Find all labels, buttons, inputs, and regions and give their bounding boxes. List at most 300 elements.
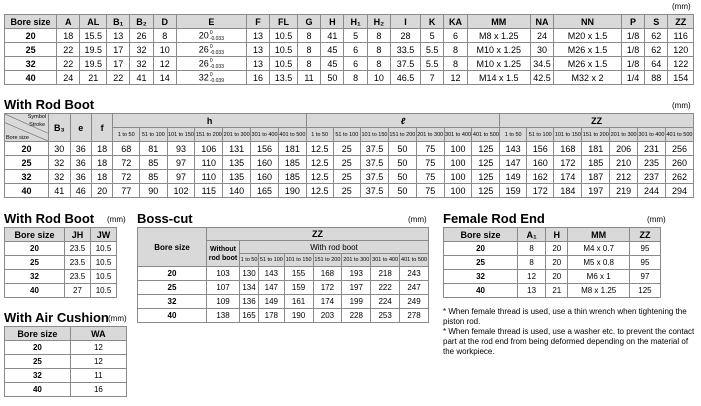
table-cell: 178 — [259, 309, 285, 323]
bore-size-cell: 20 — [5, 29, 57, 43]
table-cell: 41 — [49, 184, 71, 198]
table-cell: 18 — [91, 142, 112, 156]
table-cell: 75 — [416, 142, 444, 156]
table-cell: 185 — [278, 170, 306, 184]
table-cell: 160 — [251, 156, 279, 170]
table-cell: 185 — [582, 156, 610, 170]
table-cell: 97 — [167, 170, 195, 184]
table-cell: 25 — [333, 170, 360, 184]
bore-size-cell: 32 — [5, 369, 71, 383]
table-cell: 45 — [321, 43, 344, 57]
table-cell: 125 — [472, 170, 500, 184]
table-cell: 102 — [167, 184, 195, 198]
table-cell: 72 — [113, 156, 140, 170]
table-cell: 260 — [665, 156, 693, 170]
bore-size-cell: 32 — [5, 270, 65, 284]
table-cell: 174 — [554, 170, 582, 184]
e-dimension-cell — [176, 57, 246, 71]
table-cell: 12 — [70, 355, 126, 369]
table-cell: 15.5 — [80, 29, 107, 43]
e-tol-bottom: -0.033 — [209, 63, 224, 70]
table-cell: 10.5 — [270, 43, 298, 57]
table-row — [5, 270, 117, 284]
table-cell: 8 — [444, 43, 467, 57]
table-cell: 85 — [140, 170, 167, 184]
stroke-range-header: 401 to 500 — [472, 128, 500, 142]
table-cell: 95 — [629, 242, 660, 256]
corner-stroke-label: Stroke — [29, 122, 46, 128]
bore-size-cell: 40 — [444, 284, 518, 298]
table-cell: 12 — [518, 270, 546, 284]
table-cell: 135 — [223, 156, 251, 170]
rod-boot-small-title: With Rod Boot — [4, 211, 95, 226]
table-cell: 8 — [518, 256, 546, 270]
table-cell: 97 — [167, 156, 195, 170]
table-cell: 184 — [554, 184, 582, 198]
bore-size-cell: 20 — [138, 267, 207, 281]
table-cell: 149 — [500, 170, 527, 184]
table-cell: 103 — [207, 267, 240, 281]
table-cell: 122 — [668, 57, 694, 71]
table-cell: 181 — [278, 142, 306, 156]
table-cell: 32 — [49, 170, 71, 184]
table-cell: 1/4 — [621, 71, 644, 85]
table-cell: 5.5 — [421, 43, 444, 57]
main-col-header: AL — [80, 15, 107, 29]
table-cell: 5.5 — [421, 57, 444, 71]
table-cell: M5 x 0.8 — [568, 256, 630, 270]
table-cell: 219 — [610, 184, 638, 198]
table-cell: 172 — [313, 281, 342, 295]
main-col-header: B₂ — [130, 15, 153, 29]
female-rod-title: Female Rod End — [443, 211, 545, 226]
table-cell: 13 — [246, 43, 269, 57]
table-cell: 24 — [530, 29, 553, 43]
table-cell: 156 — [527, 142, 554, 156]
e-tol-top: 0 — [209, 71, 213, 78]
main-col-header: H₁ — [344, 15, 367, 29]
table-cell: 160 — [527, 156, 554, 170]
table-cell: 32 — [130, 57, 153, 71]
table-cell: 68 — [113, 142, 140, 156]
rod-boot-small-col-header: JH — [64, 228, 90, 242]
rod-boot-corner-header — [5, 114, 49, 142]
table-cell: 13 — [107, 29, 130, 43]
table-cell: 12 — [444, 71, 467, 85]
table-cell: 110 — [195, 170, 223, 184]
table-cell: 97 — [629, 270, 660, 284]
table-cell: M8 x 1.25 — [467, 29, 530, 43]
rod-boot-table — [4, 113, 694, 198]
table-row — [5, 156, 694, 170]
table-cell: 125 — [629, 284, 660, 298]
table-cell: 278 — [400, 309, 429, 323]
rod-boot-small-col-header: JW — [90, 228, 116, 242]
table-cell: 8 — [367, 29, 390, 43]
table-cell: 34.5 — [530, 57, 553, 71]
dimension-table — [4, 14, 694, 85]
main-col-header: A — [57, 15, 80, 29]
table-row — [5, 29, 694, 43]
table-cell: 11 — [70, 369, 126, 383]
e-base-value: 32 — [198, 71, 209, 82]
table-cell: 199 — [342, 295, 371, 309]
table-cell: 20 — [546, 256, 568, 270]
stroke-range-header: 151 to 200 — [388, 128, 416, 142]
table-cell: 16 — [70, 383, 126, 397]
bore-size-cell: 32 — [5, 57, 57, 71]
boss-cut-title: Boss-cut — [137, 211, 193, 226]
main-col-header: Bore size — [5, 15, 57, 29]
table-cell: 165 — [240, 309, 259, 323]
table-cell: 62 — [645, 43, 668, 57]
rod-boot-title: With Rod Boot — [4, 97, 95, 112]
table-cell: 8 — [518, 242, 546, 256]
bore-size-cell: 20 — [5, 242, 65, 256]
stroke-range-header: 151 to 200 — [313, 254, 342, 267]
table-cell: 235 — [638, 156, 666, 170]
table-cell: 160 — [251, 170, 279, 184]
stroke-range-header: 401 to 500 — [665, 128, 693, 142]
table-cell: 115 — [195, 184, 223, 198]
table-cell: 36 — [70, 170, 91, 184]
table-row — [5, 355, 127, 369]
table-cell: 249 — [400, 295, 429, 309]
table-cell: 159 — [284, 281, 313, 295]
table-cell: 37.5 — [361, 142, 389, 156]
table-cell: 185 — [278, 156, 306, 170]
table-cell: M6 x 1 — [568, 270, 630, 284]
table-cell: 41 — [321, 29, 344, 43]
table-cell: 85 — [140, 156, 167, 170]
e-dimension-cell — [176, 29, 246, 43]
stroke-range-header: 101 to 150 — [554, 128, 582, 142]
bore-size-cell: 40 — [5, 383, 71, 397]
table-cell: 10.5 — [90, 270, 116, 284]
table-cell: 16 — [246, 71, 269, 85]
table-cell: 161 — [284, 295, 313, 309]
main-unit: (mm) — [672, 2, 691, 11]
table-cell: 143 — [259, 267, 285, 281]
table-cell: 10.5 — [90, 284, 116, 298]
table-cell: 125 — [472, 184, 500, 198]
table-cell: 50 — [388, 170, 416, 184]
table-cell: 140 — [223, 184, 251, 198]
air-cushion-title: With Air Cushion — [4, 310, 109, 325]
table-cell: 116 — [668, 29, 694, 43]
col-f: f — [91, 114, 112, 142]
stroke-range-header: 101 to 150 — [361, 128, 389, 142]
boss-zz-header: ZZ — [207, 228, 429, 241]
rod-boot-small-col-header: Bore size — [5, 228, 65, 242]
table-cell: M26 x 1.5 — [554, 57, 622, 71]
table-cell: 8 — [297, 57, 320, 71]
table-cell: 50 — [321, 71, 344, 85]
table-cell: 18 — [91, 170, 112, 184]
table-cell: 50 — [388, 142, 416, 156]
stroke-range-header: 201 to 300 — [223, 128, 251, 142]
table-cell: 25 — [333, 156, 360, 170]
table-cell: 37.5 — [361, 156, 389, 170]
table-cell: 243 — [400, 267, 429, 281]
female-rod-note-1: * When female thread is used, use a thin wrench when tightening the piston rod. — [443, 307, 687, 326]
table-cell: 8 — [367, 57, 390, 71]
stroke-range-header: 301 to 400 — [251, 128, 279, 142]
table-cell: 50 — [388, 184, 416, 198]
table-cell: 256 — [665, 142, 693, 156]
table-cell: 206 — [610, 142, 638, 156]
main-col-header: G — [297, 15, 320, 29]
e-dimension-cell — [176, 43, 246, 57]
table-cell: 77 — [113, 184, 140, 198]
main-col-header: NN — [554, 15, 622, 29]
table-cell: 37.5 — [361, 184, 389, 198]
table-cell: 125 — [472, 142, 500, 156]
e-tol-top: 0 — [209, 43, 213, 50]
stroke-range-header: 1 to 50 — [113, 128, 140, 142]
table-cell: 24 — [57, 71, 80, 85]
table-cell: 147 — [259, 281, 285, 295]
e-tol-top: 0 — [209, 57, 213, 64]
table-cell: 135 — [223, 170, 251, 184]
main-col-header: KA — [444, 15, 467, 29]
table-cell: 23.5 — [64, 270, 90, 284]
table-cell: 19.5 — [80, 57, 107, 71]
stroke-range-header: 301 to 400 — [444, 128, 472, 142]
main-col-header: H — [321, 15, 344, 29]
table-cell: 75 — [416, 170, 444, 184]
table-cell: 224 — [371, 295, 400, 309]
table-cell: 95 — [629, 256, 660, 270]
table-cell: 156 — [251, 142, 279, 156]
table-cell: 6 — [344, 57, 367, 71]
table-cell: 13 — [246, 29, 269, 43]
female-rod-note-2: * When female thread is used, use a washer etc. to prevent the contact part at the rod end from being deformed depending on the material of the workpiece. — [443, 327, 695, 356]
table-cell: 7 — [421, 71, 444, 85]
group-zz: ZZ — [500, 114, 694, 128]
table-cell: 13.5 — [270, 71, 298, 85]
table-row — [444, 242, 661, 256]
table-cell: 28 — [391, 29, 421, 43]
table-cell: 168 — [313, 267, 342, 281]
table-cell: 231 — [638, 142, 666, 156]
table-cell: 72 — [113, 170, 140, 184]
table-cell: M20 x 1.5 — [554, 29, 622, 43]
stroke-range-header: 101 to 150 — [284, 254, 313, 267]
table-cell: 8 — [344, 71, 367, 85]
table-row — [5, 142, 694, 156]
stroke-range-header: 101 to 150 — [167, 128, 195, 142]
table-cell: 25 — [333, 142, 360, 156]
stroke-range-header: 1 to 50 — [240, 254, 259, 267]
bore-size-cell: 40 — [5, 184, 49, 198]
e-tolerance — [210, 44, 224, 56]
main-col-header: H₂ — [367, 15, 390, 29]
table-cell: 131 — [223, 142, 251, 156]
table-row — [5, 242, 117, 256]
female-rod-col-header: MM — [568, 228, 630, 242]
table-cell: 12.5 — [306, 170, 333, 184]
table-row — [444, 284, 661, 298]
e-tol-bottom: -0.039 — [209, 77, 224, 84]
table-row — [5, 284, 117, 298]
e-base-value: 26 — [198, 43, 209, 54]
table-cell: 237 — [638, 170, 666, 184]
table-cell: 134 — [240, 281, 259, 295]
main-col-header: F — [246, 15, 269, 29]
table-cell: 5 — [344, 29, 367, 43]
table-row — [444, 256, 661, 270]
table-row — [5, 383, 127, 397]
bore-size-cell: 40 — [5, 71, 57, 85]
table-cell: 190 — [278, 184, 306, 198]
table-cell: 27 — [64, 284, 90, 298]
table-cell: 13 — [518, 284, 546, 298]
table-cell: 10.5 — [90, 256, 116, 270]
table-cell: 100 — [444, 156, 472, 170]
bore-size-cell: 32 — [5, 170, 49, 184]
stroke-range-header: 201 to 300 — [610, 128, 638, 142]
table-cell: 212 — [610, 170, 638, 184]
table-cell: 172 — [554, 156, 582, 170]
table-cell: 33.5 — [391, 43, 421, 57]
table-cell: 110 — [195, 156, 223, 170]
table-cell: 46 — [70, 184, 91, 198]
table-cell: 93 — [167, 142, 195, 156]
table-cell: M8 x 1.25 — [568, 284, 630, 298]
stroke-range-header: 51 to 100 — [140, 128, 167, 142]
group-l: ℓ — [306, 114, 500, 128]
table-cell: 222 — [371, 281, 400, 295]
table-cell: 11 — [297, 71, 320, 85]
table-cell: 88 — [645, 71, 668, 85]
e-tolerance — [210, 30, 224, 42]
table-cell: 181 — [582, 142, 610, 156]
table-cell: 90 — [140, 184, 167, 198]
table-cell: 168 — [554, 142, 582, 156]
table-cell: 17 — [107, 43, 130, 57]
table-cell: 17 — [107, 57, 130, 71]
table-cell: 100 — [444, 142, 472, 156]
boss-bore-header: Bore size — [138, 228, 207, 267]
main-col-header: B₁ — [107, 15, 130, 29]
e-tol-bottom: -0.033 — [209, 35, 224, 42]
table-cell: 45 — [321, 57, 344, 71]
table-cell: 75 — [416, 184, 444, 198]
stroke-range-header: 301 to 400 — [371, 254, 400, 267]
table-row — [5, 170, 694, 184]
boss-cut-unit: (mm) — [408, 215, 427, 224]
table-cell: 100 — [444, 184, 472, 198]
table-cell: 190 — [284, 309, 313, 323]
bore-size-cell: 40 — [5, 284, 65, 298]
table-cell: 10.5 — [90, 242, 116, 256]
table-cell: M4 x 0.7 — [568, 242, 630, 256]
main-col-header: K — [421, 15, 444, 29]
table-cell: 18 — [91, 156, 112, 170]
corner-bore-label: Bore size — [6, 135, 29, 141]
stroke-range-header: 151 to 200 — [195, 128, 223, 142]
e-base-value: 20 — [198, 29, 209, 40]
bore-size-cell: 25 — [5, 355, 71, 369]
main-col-header: I — [391, 15, 421, 29]
table-cell: 8 — [444, 57, 467, 71]
table-cell: 210 — [610, 156, 638, 170]
e-tolerance — [210, 72, 224, 84]
table-row — [444, 270, 661, 284]
table-cell: 37.5 — [361, 170, 389, 184]
table-cell: 30 — [49, 142, 71, 156]
air-cushion-col-header: Bore size — [5, 327, 71, 341]
table-cell: 100 — [444, 170, 472, 184]
main-col-header: NA — [530, 15, 553, 29]
table-cell: 10 — [367, 71, 390, 85]
table-cell: 294 — [665, 184, 693, 198]
e-tolerance — [210, 58, 224, 70]
table-cell: 172 — [527, 184, 554, 198]
table-cell: 20 — [546, 270, 568, 284]
table-cell: 22 — [57, 57, 80, 71]
table-cell: 197 — [582, 184, 610, 198]
table-cell: 138 — [207, 309, 240, 323]
boss-cut-table — [137, 227, 429, 323]
table-row — [5, 43, 694, 57]
stroke-range-header: 1 to 50 — [306, 128, 333, 142]
table-cell: 6 — [444, 29, 467, 43]
stroke-range-header: 201 to 300 — [416, 128, 444, 142]
table-cell: 12.5 — [306, 184, 333, 198]
table-cell: 21 — [546, 284, 568, 298]
e-tol-bottom: -0.033 — [209, 49, 224, 56]
table-cell: 12 — [153, 57, 176, 71]
air-cushion-unit: (mm) — [108, 314, 127, 323]
col-b3: B₃ — [49, 114, 71, 142]
table-cell: 10 — [153, 43, 176, 57]
main-col-header: D — [153, 15, 176, 29]
table-cell: 12 — [70, 341, 126, 355]
stroke-range-header: 51 to 100 — [259, 254, 285, 267]
table-cell: 21 — [80, 71, 107, 85]
e-base-value: 26 — [198, 57, 209, 68]
bore-size-cell: 32 — [444, 270, 518, 284]
table-cell: 120 — [668, 43, 694, 57]
table-row — [138, 281, 429, 295]
table-cell: 253 — [371, 309, 400, 323]
table-cell: 75 — [416, 156, 444, 170]
rod-boot-unit: (mm) — [672, 101, 691, 110]
table-cell: 1/8 — [621, 29, 644, 43]
table-cell: 36 — [70, 156, 91, 170]
stroke-range-header: 151 to 200 — [582, 128, 610, 142]
main-col-header: P — [621, 15, 644, 29]
stroke-range-header: 51 to 100 — [333, 128, 360, 142]
rod-boot-small-table — [4, 227, 117, 298]
table-cell: M10 x 1.25 — [467, 57, 530, 71]
table-cell: 13 — [246, 57, 269, 71]
table-cell: 12.5 — [306, 156, 333, 170]
table-cell: 20 — [546, 242, 568, 256]
table-row — [5, 256, 117, 270]
table-cell: 147 — [500, 156, 527, 170]
stroke-range-header: 401 to 500 — [278, 128, 306, 142]
table-cell: 62 — [645, 29, 668, 43]
table-cell: 106 — [195, 142, 223, 156]
table-cell: 6 — [344, 43, 367, 57]
bore-size-cell: 25 — [138, 281, 207, 295]
table-cell: 247 — [400, 281, 429, 295]
group-h: h — [113, 114, 306, 128]
table-cell: 109 — [207, 295, 240, 309]
